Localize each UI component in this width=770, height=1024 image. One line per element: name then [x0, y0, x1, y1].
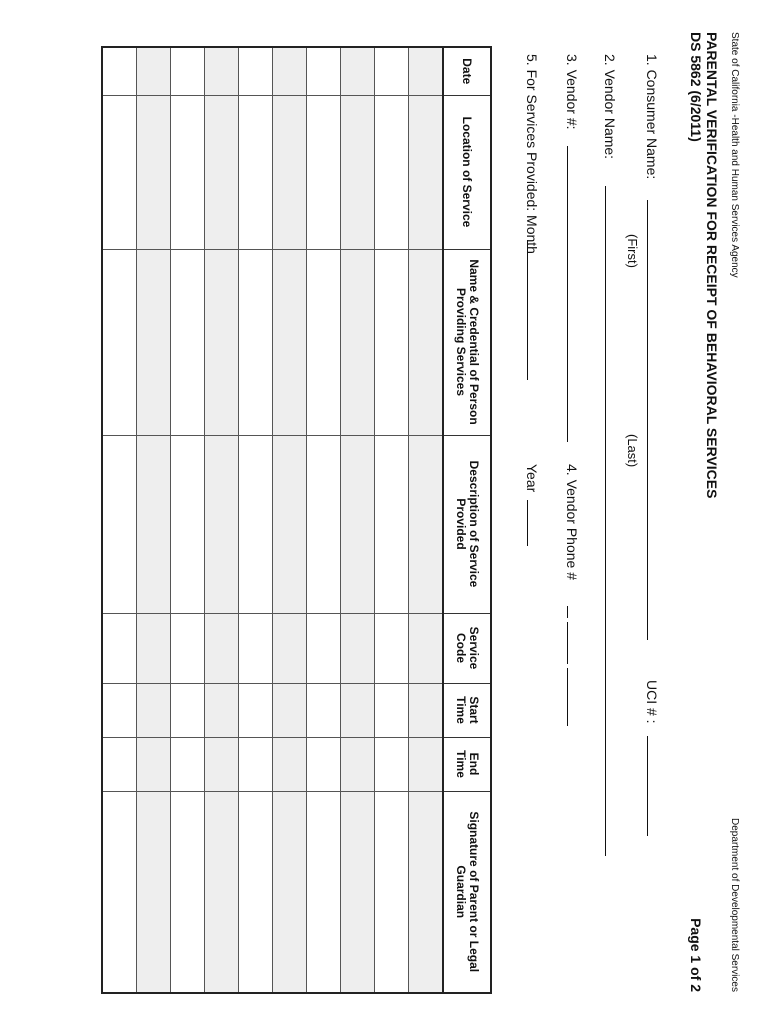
table-cell[interactable] [205, 435, 239, 613]
form-number: DS 5862 (6/2011) [688, 32, 704, 142]
table-cell[interactable] [375, 95, 409, 249]
table-cell[interactable] [102, 249, 137, 435]
services-table [101, 46, 492, 994]
table-cell[interactable] [341, 613, 375, 683]
table-cell[interactable] [375, 249, 409, 435]
vendor-name-line[interactable] [600, 186, 618, 856]
table-cell[interactable] [307, 95, 341, 249]
table-cell[interactable] [409, 47, 444, 95]
column-header-signature: Signature of Parent or Legal Guardian [443, 791, 491, 993]
table-cell[interactable] [409, 683, 444, 737]
table-cell[interactable] [239, 737, 273, 791]
table-cell[interactable] [102, 95, 137, 249]
uci-label: UCI # : [644, 680, 660, 724]
table-cell[interactable] [409, 613, 444, 683]
table-cell[interactable] [171, 249, 205, 435]
table-cell[interactable] [137, 435, 171, 613]
form-title: PARENTAL VERIFICATION FOR RECEIPT OF BEHAVIORAL SERVICES [704, 32, 720, 499]
column-header-end-time: End Time [443, 737, 491, 791]
table-cell[interactable] [205, 737, 239, 791]
table-row [239, 47, 273, 993]
table-cell[interactable] [375, 737, 409, 791]
services-month-line[interactable] [522, 240, 540, 380]
services-year-line[interactable] [522, 500, 540, 546]
table-cell[interactable] [273, 683, 307, 737]
table-cell[interactable] [171, 737, 205, 791]
vendor-phone-line[interactable] [564, 606, 580, 726]
table-cell[interactable] [137, 791, 171, 993]
table-cell[interactable] [137, 613, 171, 683]
table-cell[interactable] [375, 683, 409, 737]
table-row [307, 47, 341, 993]
table-cell[interactable] [409, 95, 444, 249]
table-cell[interactable] [375, 47, 409, 95]
table-row [205, 47, 239, 993]
table-cell[interactable] [239, 249, 273, 435]
table-cell[interactable] [102, 613, 137, 683]
services-year-label: Year [524, 464, 540, 493]
table-cell[interactable] [102, 791, 137, 993]
column-header-location: Location of Service [443, 95, 491, 249]
consumer-name-line[interactable] [642, 200, 660, 640]
table-cell[interactable] [341, 95, 375, 249]
table-row [102, 47, 137, 993]
table-cell[interactable] [137, 47, 171, 95]
table-cell[interactable] [205, 249, 239, 435]
table-cell[interactable] [273, 435, 307, 613]
column-header-start-time: Start Time [443, 683, 491, 737]
column-header-description: Description of Service Provided [443, 435, 491, 613]
table-cell[interactable] [273, 737, 307, 791]
vendor-number-label: 3. Vendor #: [564, 54, 580, 130]
consumer-name-label: 1. Consumer Name: [644, 54, 660, 180]
table-cell[interactable] [307, 737, 341, 791]
table-cell[interactable] [375, 613, 409, 683]
table-cell[interactable] [273, 95, 307, 249]
table-cell[interactable] [102, 737, 137, 791]
table-cell[interactable] [307, 683, 341, 737]
column-header-provider: Name & Credential of Person Providing Services [443, 249, 491, 435]
table-row [171, 47, 205, 993]
table-row [137, 47, 171, 993]
uci-line[interactable] [642, 736, 660, 836]
services-month-label: 5. For Services Provided: Month [524, 54, 540, 254]
table-cell[interactable] [307, 435, 341, 613]
table-cell[interactable] [205, 613, 239, 683]
table-cell[interactable] [375, 791, 409, 993]
vendor-number-line[interactable] [562, 146, 580, 442]
table-cell[interactable] [171, 95, 205, 249]
table-cell[interactable] [273, 47, 307, 95]
table-cell[interactable] [239, 791, 273, 993]
table-cell[interactable] [102, 683, 137, 737]
table-cell[interactable] [205, 683, 239, 737]
vendor-phone-label: 4. Vendor Phone # [564, 464, 580, 580]
table-header-row [443, 47, 491, 993]
table-cell[interactable] [341, 683, 375, 737]
agency-name: State of California -Health and Human Services Agency [729, 32, 740, 278]
table-cell[interactable] [409, 249, 444, 435]
table-cell[interactable] [137, 737, 171, 791]
table-cell[interactable] [171, 683, 205, 737]
table-cell[interactable] [307, 613, 341, 683]
column-header-service-code: Service Code [443, 613, 491, 683]
table-cell[interactable] [205, 791, 239, 993]
table-cell[interactable] [307, 249, 341, 435]
table-cell[interactable] [171, 613, 205, 683]
table-cell[interactable] [409, 737, 444, 791]
table-cell[interactable] [205, 95, 239, 249]
table-cell[interactable] [409, 791, 444, 993]
table-cell[interactable] [341, 791, 375, 993]
table-body [102, 47, 443, 993]
table-cell[interactable] [239, 613, 273, 683]
department-name: Department of Developmental Services [729, 818, 740, 992]
table-cell[interactable] [239, 47, 273, 95]
table-cell[interactable] [341, 737, 375, 791]
table-cell[interactable] [409, 435, 444, 613]
table-cell[interactable] [137, 683, 171, 737]
table-cell[interactable] [137, 95, 171, 249]
table-cell[interactable] [341, 47, 375, 95]
table-row [409, 47, 444, 993]
table-cell[interactable] [137, 249, 171, 435]
last-name-caption: (Last) [625, 434, 640, 468]
table-cell[interactable] [307, 47, 341, 95]
table-row [341, 47, 375, 993]
table-cell[interactable] [375, 435, 409, 613]
first-name-caption: (First) [625, 234, 640, 268]
column-header-date: Date [443, 47, 491, 95]
table-cell[interactable] [171, 47, 205, 95]
page-number: Page 1 of 2 [688, 918, 704, 992]
table-cell[interactable] [205, 47, 239, 95]
table-cell[interactable] [171, 435, 205, 613]
table-cell[interactable] [273, 249, 307, 435]
table-row [273, 47, 307, 993]
table-cell[interactable] [341, 249, 375, 435]
table-cell[interactable] [171, 791, 205, 993]
vendor-name-label: 2. Vendor Name: [602, 54, 618, 160]
table-cell[interactable] [102, 435, 137, 613]
table-cell[interactable] [102, 47, 137, 95]
table-cell[interactable] [307, 791, 341, 993]
table-cell[interactable] [273, 613, 307, 683]
table-cell[interactable] [239, 435, 273, 613]
table-cell[interactable] [341, 435, 375, 613]
table-cell[interactable] [239, 683, 273, 737]
table-row [375, 47, 409, 993]
table-cell[interactable] [239, 95, 273, 249]
table-cell[interactable] [273, 791, 307, 993]
